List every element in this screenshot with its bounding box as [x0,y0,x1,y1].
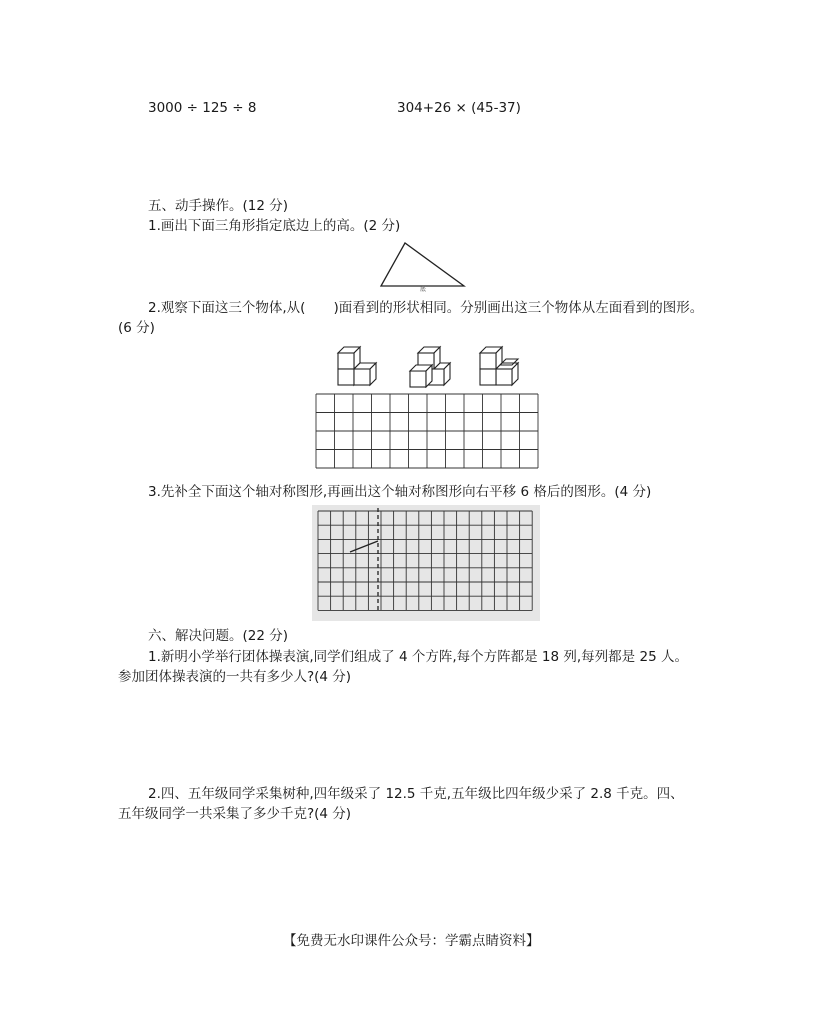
problem-6-1-line1: 1.新明小学举行团体操表演,同学们组成了 4 个方阵,每个方阵都是 18 列,每列都是 25 人。 [148,649,688,665]
problem-6-2-line2: 五年级同学一共采集了多少千克?(4 分) [118,806,352,822]
question-5-3: 3.先补全下面这个轴对称图形,再画出这个轴对称图形向右平移 6 格后的图形。(4 分) [148,484,652,500]
problem-6-2-line1: 2.四、五年级同学采集树种,四年级采了 12.5 千克,五年级比四年级少采了 2.8 千克。四、 [148,786,684,802]
calc-expression-1: 3000 ÷ 125 ÷ 8 [148,100,257,116]
question-5-2-line1 [148,299,703,317]
section-6-heading: 六、解决问题。(22 分) [148,628,289,644]
problem-6-1-line2: 参加团体操表演的一共有多少人?(4 分) [118,669,352,685]
cube-object-1 [330,343,378,388]
cube-object-2 [404,343,452,388]
question-5-2-part-a: 2.观察下面这三个物体,从( [148,300,306,316]
drawing-grid-views[interactable] [314,392,540,472]
cube-object-3 [476,343,524,388]
triangle-base-label: 底 [420,286,427,292]
question-5-1: 1.画出下面三角形指定底边上的高。(2 分) [148,218,401,234]
question-5-2-line2: (6 分) [118,320,155,336]
question-5-2-part-b: )面看到的形状相同。分别画出这三个物体从左面看到的图形。 [333,300,704,316]
section-5-heading: 五、动手操作。(12 分) [148,198,289,214]
drawing-grid-symmetry[interactable] [312,505,540,621]
footer-note: 【免费无水印课件公众号：学霸点睛资料】 [283,933,540,949]
calc-expression-2: 304+26 × (45-37) [397,100,521,116]
triangle-shape [381,243,464,286]
triangle-figure [378,238,470,292]
